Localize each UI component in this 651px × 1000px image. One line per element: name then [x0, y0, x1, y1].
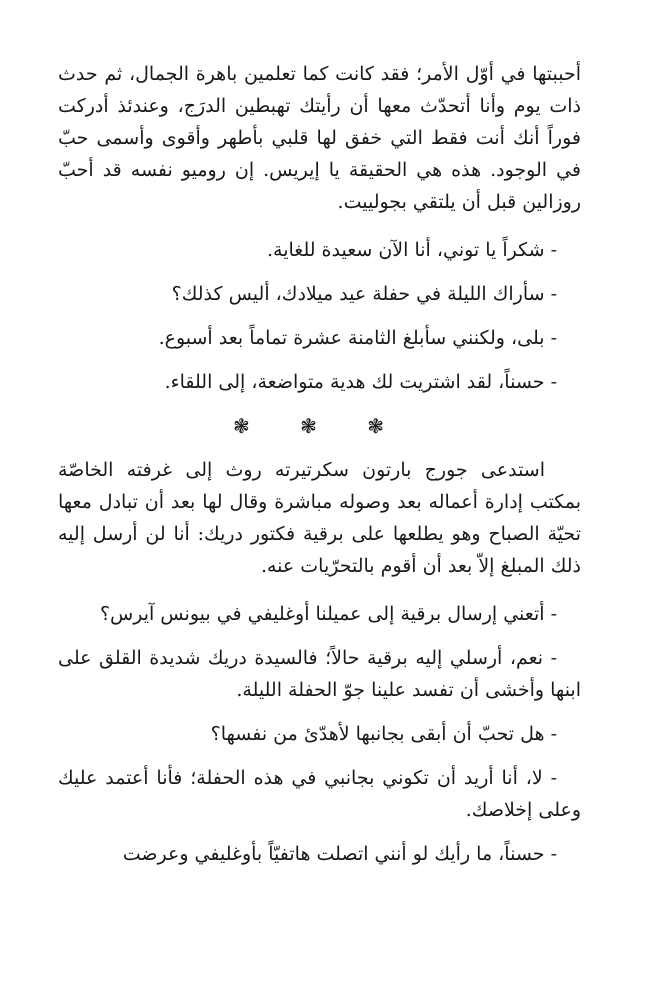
dialog-line-telegram-question: - أتعني إرسال برقية إلى عميلنا أوغليفي في بيونس آيرس؟ — [99, 603, 557, 625]
paragraph-love-story: أحببتها في أوّل الأمر؛ فقد كانت كما تعلمين باهرة الجمال، ثم حدث ذات يوم وأنا أتحدّث معها أن رأيتك تهبطين الدرَج، وعندئذ أدركت فوراً أنك أنت فقط التي خفق لها قلبي بأطهر وأقوى وأسمى حبّ في الوجود. هذه هي الحقيقة يا إيريس. إن روميو نفسه قد أحبّ روزالين قبل أن يلتقي بجولييت. — [58, 63, 581, 213]
section-separator: ❃ ❃ ❃ — [233, 414, 406, 438]
book-page — [58, 58, 581, 870]
dialog-line-phone-ogilvy: - حسناً، ما رأيك لو أنني اتصلت هاتفيّاً بأوغليفي وعرضت — [122, 843, 557, 865]
dialog-line-birthday-party: - سأراك الليلة في حفلة عيد ميلادك، أليس كذلك؟ — [171, 283, 557, 305]
dialog-line-rely-on-you: - لا، أنا أريد أن تكوني بجانبي في هذه الحفلة؛ فأنا أعتمد عليك وعلى إخلاصك. — [58, 767, 581, 821]
dialog-line-eighteen: - بلى، ولكنني سأبلغ الثامنة عشرة تماماً بعد أسبوع. — [158, 327, 557, 349]
dialog-line-send-telegram: - نعم، أرسلي إليه برقية حالاً؛ فالسيدة دريك شديدة القلق على ابنها وأخشى أن تفسد علينا جوّ الحفلة الليلة. — [58, 647, 581, 701]
paragraph-george-barton: استدعى جورج بارتون سكرتيرته روث إلى غرفته الخاصّة بمكتب إدارة أعماله بعد وصوله مباشرة وقال لها بعد أن تبادل معها تحيّة الصباح وهو يطلعها على برقية فكتور دريك: أنا لن أرسل إليه ذلك المبلغ إلاّ بعد أن أقوم بالتحرّيات عنه. — [58, 459, 581, 577]
dialog-line-gift: - حسناً، لقد اشتريت لك هدية متواضعة، إلى اللقاء. — [164, 371, 557, 393]
dialog-line-stay-beside: - هل تحبّ أن أبقى بجانبها لأهدّئ من نفسها؟ — [210, 723, 557, 745]
dialog-line-thanks-tony: - شكراً يا توني، أنا الآن سعيدة للغاية. — [266, 239, 557, 261]
